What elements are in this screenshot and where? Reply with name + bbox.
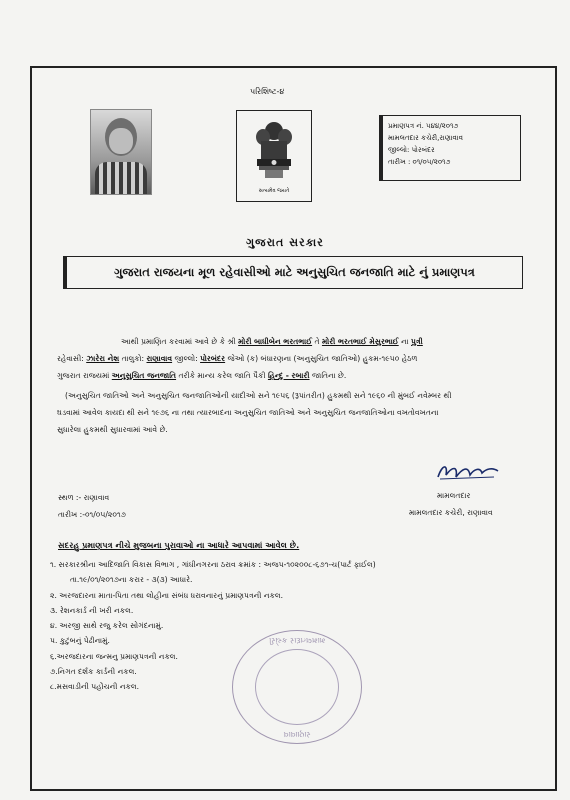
- signatory-block: [409, 487, 493, 521]
- list-item: ૫. કુટુંબનું પેઢીનામું.: [50, 636, 110, 646]
- body-line-5: ઘડવામાં આવેલ કાયદા થી સને ૧૯૭૬ ના તથા ત્યારબાદના અનુસુચિત જાતિઓ અને અનુસુચિત જનજાતિઓના વખતોવખતના: [57, 408, 439, 417]
- list-item: ૪. અરજી સાથે રજુ કરેલ સોગંદનામું.: [50, 621, 164, 631]
- list-item: તા.૧૯/૦૧/૨૦૧૭ના કરાર - ૩(૩) આધારે.: [70, 575, 193, 585]
- place-date: [58, 489, 126, 523]
- signatory-office: મામલતદાર કચેરી, રાણાવાવ: [409, 508, 493, 517]
- seal-text-bottom: રાણાવાવ: [283, 730, 311, 739]
- body-line-3: ગુજરાત રાજયમાં અનુસુચિત જનજાતિ તરીકે માન્ય કરેલ જાતિ પૈકી હિન્દુ - રબારી જાતિના છે.: [57, 371, 347, 380]
- office-seal: [232, 630, 362, 744]
- signature: [434, 459, 504, 485]
- list-item: ૩. રેશનકાર્ડ ની ખરી નકલ.: [50, 605, 134, 615]
- caste: હિન્દુ - રબારી: [267, 371, 310, 380]
- list-item: ૬.અરજદારના જન્મનુ પ્રમાણપત્રની નકલ.: [50, 651, 178, 661]
- body-line-1: આથી પ્રમાણિત કરવામાં આવે છે કે શ્રી મોરી બાધીબેન ભરતભાઈ તે મોરી ભરતભાઈ મેસુરભાઈ ના પુત્રી: [121, 337, 423, 346]
- list-item: ૮.મસવાડીની પહોંચની નકલ.: [50, 682, 139, 692]
- district-line: જીલ્લો: પોરબંદર: [388, 146, 435, 154]
- taluka: રાણાવાવ: [146, 354, 173, 363]
- list-item: ૧. સરકારશ્રીના આદિજાતિ વિકાસ વિભાગ , ગાંધીનગરના ઠરાવ ક્રમાંક : અજપ-૧૦૨૦૦૮-૬૭૧-ચ(પાર્ટ ફાઈલ): [50, 560, 376, 569]
- government-heading: ગુજરાત સરકાર: [246, 236, 324, 249]
- body-line-4: (અનુસુચિત જાતિઓ અને અનુસુચિત જનજાતિઓની યાદીઓ સને ૧૯૫૬ (રૂપાંતરીત) હુકમથી સને ૧૯૬૦ ની મુંબઈ નવેમ્બર થી: [65, 391, 452, 400]
- issue-date: તારીખ : ૦૧/૦૫/૨૦૧૭: [388, 158, 451, 166]
- evidence-heading: સદરહુ પ્રમાણપત્ર નીચે મુજબના પુરાવાઓ ના આધારે આપવામાં આવેલ છે.: [58, 540, 300, 550]
- village: ઝારેરા નેશ: [86, 354, 120, 363]
- applicant-photo: [90, 109, 152, 195]
- relation: પુત્રી: [411, 337, 423, 346]
- district: પોરબંદર: [200, 354, 226, 363]
- list-item: ૨. અરજદારના માતા-પિતા તથા લોહીના સંબંધ ધરાવનારનું પ્રમાણપત્રની નકલ.: [50, 590, 284, 600]
- issuing-office: મામલતદાર કચેરી,રાણાવાવ: [388, 134, 463, 142]
- certificate-title: ગુજરાત રાજયના મૂળ રહેવાસીઓ માટે અનુસુચિત જનજાતિ માટે નું પ્રમાણપત્ર: [63, 256, 523, 289]
- national-emblem: [236, 110, 312, 202]
- category: અનુસુચિત જનજાતિ: [111, 371, 177, 380]
- certificate-number: પ્રમાણપત્ર નં. ૫૪૪/૨૦૧૭: [388, 122, 459, 130]
- seal-text-top: મામલતદાર કચેરી: [268, 636, 326, 645]
- body-line-6: સુધારેલા હુકમથી સુધારવામાં આવે છે.: [57, 425, 168, 434]
- list-item: ૭.નિગત દર્શક કાર્ડની નકલ.: [50, 667, 137, 677]
- certificate-number-box: [379, 115, 521, 181]
- emblem-motto: સત્યમેવ જયતે: [258, 188, 290, 194]
- holder-name: મોરી બાધીબેન ભરતભાઈ: [238, 337, 313, 346]
- place: સ્થળ :- રાણાવાવ: [58, 493, 110, 502]
- signatory-title: મામલતદાર: [437, 491, 471, 500]
- father-name: મોરી ભરતભાઈ મેસુરભાઈ: [321, 337, 399, 346]
- lion-capital-icon: [249, 117, 299, 187]
- body-line-2: રહેવાસી: ઝારેરા નેશ તાલુકો: રાણાવાવ જીલ્લો: પોરબંદર જેઓ (ક) બંધારણના (અનુસુચિત જાતિઓ) હુકમ-૧૯૫૦ હેઠળ: [57, 354, 418, 363]
- certificate-body: [57, 333, 527, 438]
- date: તારીખ :-૦૧/૦૫/૨૦૧૭: [58, 510, 126, 519]
- appendix-label: પરિશિષ્ટ-૪: [250, 87, 285, 96]
